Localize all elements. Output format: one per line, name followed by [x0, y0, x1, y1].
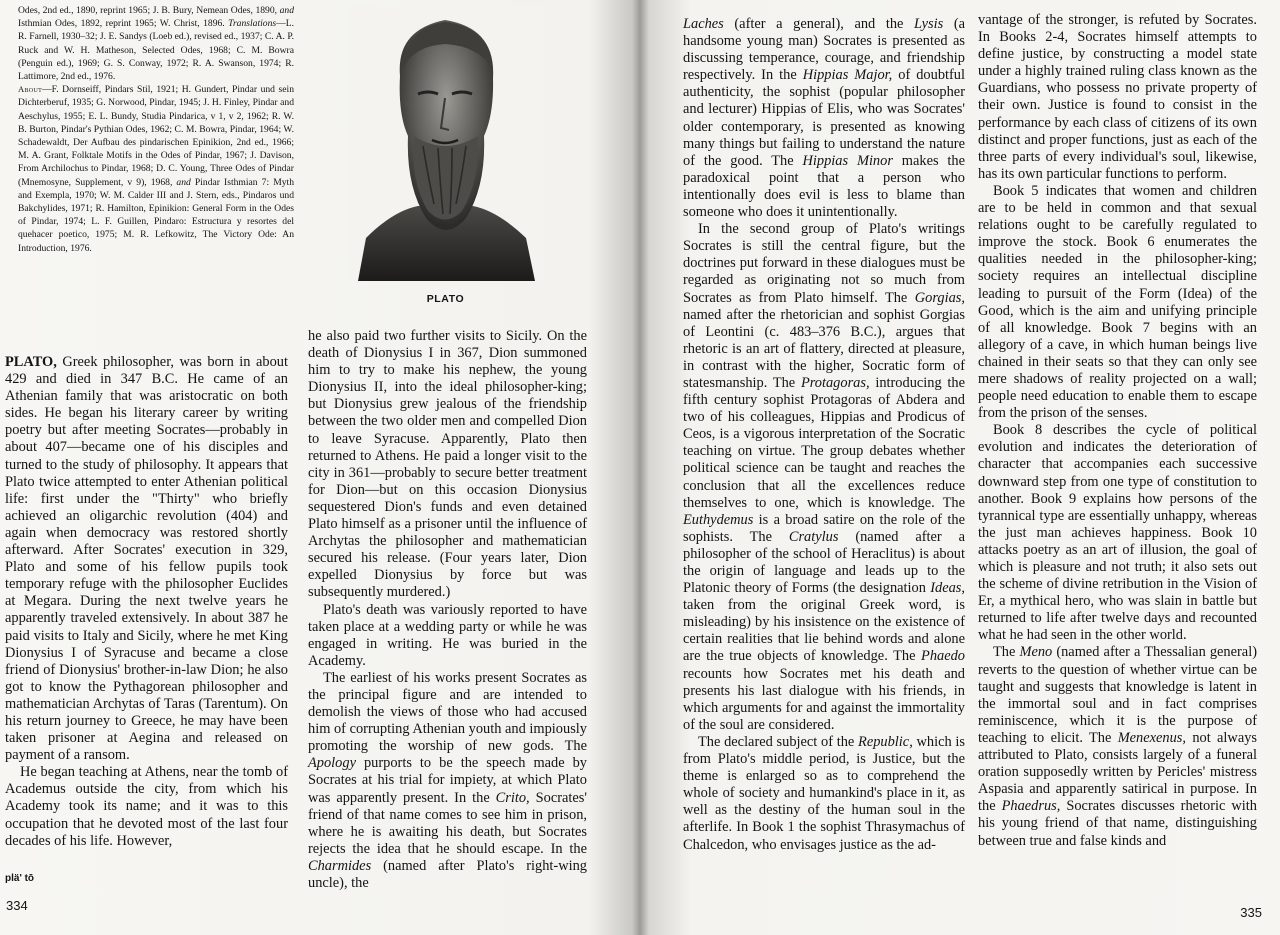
work-title: Phaedo [921, 648, 965, 665]
paragraph: The declared subject of the Republic, which is from Plato's middle period, is Justice, but the theme is enlarged so as to comprehend the whole of society and humankind's place in it, as well as the destiny of the human soul in the afterlife. In Book 1 the sophist Thrasymachus of Chalcedon, who envisages justice as the ad- [683, 733, 966, 853]
paragraph: He began teaching at Athens, near the tomb of Academus outside the city, from which his Academy took its name; and it was to this occupation that he devoted most of the last four decades of his life. However, [5, 764, 288, 849]
bibliography-editions: Odes, 2nd ed., 1890, reprint 1965; J. B. Bury, Nemean Odes, 1890, and Isthmian Odes, 1892, reprint 1965; W. Christ, 1896. Translations—L. R. Farnell, 1930–32; J. E. Sandys (Loeb ed.), revised ed., 1937; C. A. P. Ruck and W. H. Matheson, Selected Odes, 1968; C. M. Bowra (Penguin ed.), 1969; G. S. Conway, 1972; R. A. Swanson, 1974; R. Lattimore, 2nd ed., 1976. [18, 5, 294, 83]
work-title: Protagoras, [800, 374, 870, 391]
image-caption: PLATO [426, 293, 465, 305]
work-title: Euthydemus [683, 511, 754, 528]
right-column-2 [978, 12, 1257, 850]
plato-bust-photo [348, 6, 543, 281]
paragraph: In the second group of Plato's writings Socrates is still the central figure, but the doctrines put forward in these dialogues must be regarded as originating not so much from Socrates as from Plato himself. The Gorgias, named after the rhetorician and sophist Gorgias of Leontini (c. 483–376 B.C.), argues that rhetoric is an art of flattery, directed at pleasure, in contrast with the higher, Socratic form of statesmanship. The Protagoras, introducing the fifth century sophist Protagoras of Abdera and two of his colleagues, Hippias and Prodicus of Ceos, is a vigorous interpretation of the Socratic teaching on virtue. The group debates whether political science can be taught and reaches the conclusion that all the excellences reduce themselves to one, which is knowledge. The Euthydemus is a broad satire on the role of the sophists. The Cratylus (named after a philosopher of the school of Heraclitus) is about the origin of language and leads up to the Platonic theory of Forms (the designation Ideas, taken from the original Greek word, is misleading) by his insistence on the existence of certain realities that lie behind words and alone are the true objects of knowledge. The Phaedo recounts how Socrates met his death and presents his last dialogue with his friends, in which arguments for and against the immortality of the soul are considered. [683, 221, 965, 733]
work-title: Menexenus, [1117, 729, 1187, 746]
paragraph: The Meno (named after a Thessalian general) reverts to the question of whether virtue can be taught and suggests that knowledge is latent in the immortal soul and in fact comprises reminiscence, which it is the purpose of teaching to elicit. The Menexenus, not always attributed to Plato, consists largely of a funeral oration supposedly written by Pericles' mistress Aspasia and apparently satirical in purpose. In the Phaedrus, Socrates discusses rhetoric with his young friend of that name, distinguishing between true and false kinds and [978, 644, 1257, 849]
paragraph: Plato's death was variously reported to have taken place at a wedding party or while he was engaged in writing. He was buried in the Academy. [308, 601, 587, 669]
paragraph: Book 8 describes the cycle of political evolution and indicates the deterioration of character that accompanies each successive downward step from one type of constitution to another. Book 9 explains how persons of the tyrannical type are essentially unhappy, whereas the just man achieves happiness. Book 10 attacks poetry as an art of illusion, the goal of which is pleasure and not truth; it also sets out the scheme of divine retribution in the Vision of Er, a mythical hero, who was slain in battle but returned to life after twelve days and recounted what he had seen in the other world. [978, 422, 1257, 644]
work-title: Hippias Major, [802, 67, 893, 84]
about-label: About [18, 84, 43, 95]
work-title: Lysis [914, 16, 944, 32]
bibliography-about: About—F. Dornseiff, Pindars Stil, 1921; H. Gundert, Pindar und sein Dichterberuf, 1935; G. Norwood, Pindar, 1945; J. H. Finley, Pindar and Aeschylus, 1955; E. L. Bundy, Studia Pindarica, v 1, v 2, 1962; R. W. B. Burton, Pindar's Pythian Odes, 1962; C. M. Bowra, Pindar, 1964; W. Schadewaldt, Der Aufbau des pindarischen Epinikion, 2nd ed., 1966; M. A. Grant, Folktale Motifs in the Odes of Pindar, 1967; J. Davison, From Archilochus to Pindar, 1968; D. C. Young, Three Odes of Pindar (Mnemosyne, Supplement, v 9), 1968, and Pindar Isthmian 7: Myth and Exempla, 1970; W. M. Calder III and J. Stern, eds., Pindaros und Bakchylides, 1971; R. Hamilton, Epinikion: General Form in the Odes of Pindar, 1974; L. F. Guillen, Pindaro: Estructura y resortes del quehacer poetico, 1975; M. R. Lefkowitz, The Victory Ode: An Introduction, 1976. [18, 84, 294, 254]
left-column-1 [5, 354, 288, 850]
plato-bust-illustration [348, 6, 543, 281]
work-title: Crito, [495, 789, 530, 806]
paragraph: he also paid two further visits to Sicily. On the death of Dionysius I in 367, Dion summoned him to try to make his nephew, the young Dionysius II, into the ideal philosopher-king; but Dionysius grew jealous of the friendship between the two older men and compelled Dion to leave Syracuse. Apparently, Plato then returned to Athens. He paid a longer visit to the city in 361—probably to secure better treatment for Dion—but on this occasion Dionysius sequestered Dion's funds and even detained Plato himself as a prisoner until the influence of Archytas the philosopher and mathematician secured his release. (Four years later, Dion expelled Dionysius by force but was subsequently murdered.) [308, 328, 587, 601]
work-title: Phaedrus, [1001, 798, 1061, 815]
work-title: Republic, [858, 733, 913, 750]
left-page [0, 0, 638, 935]
work-title: Meno [1019, 644, 1053, 661]
work-title: Ideas, [930, 580, 965, 597]
work-title: Apology [308, 755, 356, 772]
paragraph: The earliest of his works present Socrates as the principal figure and are intended to demolish the views of those who had accused him of corrupting Athenian youth and impiously promoting the worship of new gods. The Apology purports to be the speech made by Socrates at his trial for impiety, at which Plato was apparently present. In the Crito, Socrates' friend of that name comes to see him in prison, where he is awaiting his death, but Socrates rejects the idea that he should escape. In the Charmides (named after Plato's right-wing uncle), the [308, 669, 587, 891]
page-number-left: 334 [6, 898, 28, 913]
paragraph: Laches (after a general), and the Lysis (a handsome young man) Socrates is presented as discussing temperance, courage, and friendship respectively. In the Hippias Major, of doubtful authenticity, the sophist (popular philosopher and lecturer) Hippias of Elis, who was Socrates' older contemporary, is presented as knowing many things but failing to understand the nature of the good. The Hippias Minor makes the paradoxical point that a person who intentionally does evil is less to blame than someone who does it unintentionally. [683, 16, 966, 221]
entry-intro-paragraph: PLATO, Greek philosopher, was born in about 429 and died in 347 B.C. He came of an Athenian family that was aristocratic on both sides. He began his literary career by writing poetry but after meeting Socrates—probably in about 407—became one of his disciples and turned to the study of philosophy. It appears that Plato twice attempted to enter Athenian political life: first under the "Thirty" who briefly achieved an oligarchic revolution (404) and again when democracy was restored shortly afterward. After Socrates' execution in 329, Plato and some of his fellow pupils took temporary refuge with the philosopher Euclides at Megara. During the next twelve years he apparently traveled extensively. In about 387 he paid visits to Italy and Sicily, where he met King Dionysius I of Syracuse and became a close friend of Dionysius' brother-in-law Dion; he also got to know the Pythagorean philosopher and mathematician Archytas of Taras (Tarentum). On his return journey to Greece, he may have been taken prisoner at Aegina and released on payment of a ransom. [5, 354, 288, 764]
paragraph: Book 5 indicates that women and children are to be held in common and that sexual relations ought to be carefully regulated to improve the stock. Book 6 enumerates the qualities needed in the philosopher-king; society requires an intellectual discipline leading to pursuit of the Form (Idea) of the Good, which is the aim and unifying principle of all knowledge. Book 7 begins with an allegory of a cave, in which human beings live chained in their seats so that they can only see mere shadows of reality projected on a wall; people need education to enable them to escape from the prison of the senses. [978, 182, 1257, 422]
paragraph: vantage of the stronger, is refuted by Socrates. In Books 2-4, Socrates himself attempts to define justice, by constructing a model state under a highly trained ruling class known as the Guardians, who possess no private property of their own. Justice is found to consist in the performance by each class of citizens of its own distinct and proper functions, just as each of the three parts of every individual's soul, likewise, has its own particular functions to perform. [978, 12, 1257, 182]
work-title: Charmides [308, 857, 372, 874]
work-title: Hippias Minor [802, 152, 893, 169]
entry-headword: PLATO, [5, 354, 57, 370]
pronunciation: plä' tō [5, 873, 35, 884]
right-page [640, 0, 1280, 935]
right-column-1 [683, 16, 965, 854]
page-number-right: 335 [1240, 905, 1262, 920]
left-column-2 [308, 328, 587, 892]
work-title: Cratylus [788, 528, 839, 545]
work-title: Laches [683, 16, 724, 32]
work-title: Gorgias, [914, 289, 965, 306]
bibliography [18, 4, 294, 255]
